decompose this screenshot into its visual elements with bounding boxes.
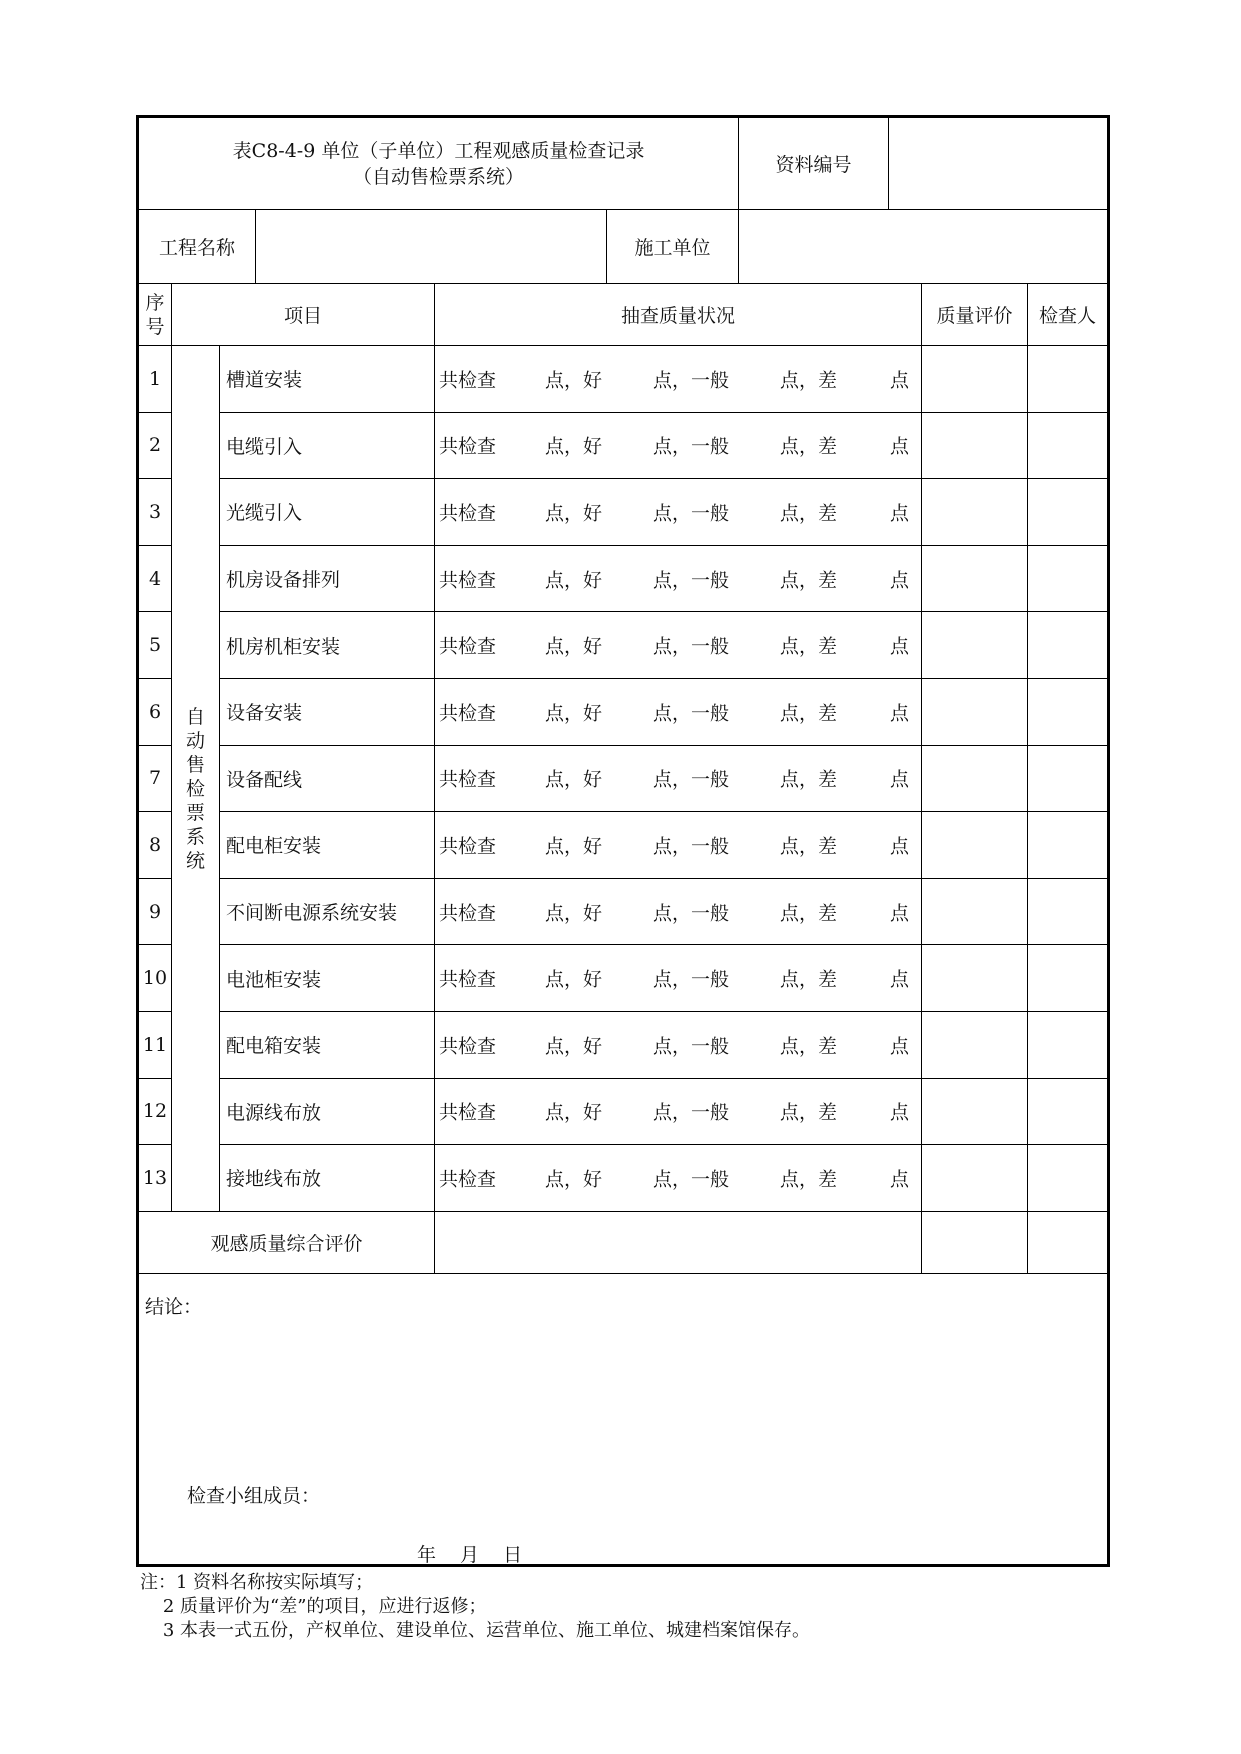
status-normal-label: 点，一般 — [653, 635, 730, 658]
row-evaluation-field[interactable] — [922, 679, 1028, 746]
row-inspector-field[interactable] — [1028, 546, 1107, 613]
row-item-label: 槽道安装 — [220, 346, 435, 413]
status-total-label: 共检查 — [439, 569, 497, 592]
status-normal-label: 点，一般 — [653, 502, 730, 525]
row-evaluation-field[interactable] — [922, 612, 1028, 679]
status-end-label: 点 — [890, 635, 910, 658]
status-total-label: 共检查 — [439, 435, 497, 458]
status-end-label: 点 — [890, 902, 910, 925]
row-status[interactable] — [435, 945, 922, 1012]
row-evaluation-field[interactable] — [922, 413, 1028, 480]
summary-evaluation-field[interactable] — [922, 1212, 1028, 1274]
summary-status-field[interactable] — [435, 1212, 922, 1274]
status-poor-label: 点，差 — [780, 902, 838, 925]
row-item-label: 机房设备排列 — [220, 546, 435, 613]
project-name-label: 工程名称 — [139, 210, 256, 284]
row-status[interactable] — [435, 812, 922, 879]
column-header-item: 项目 — [172, 284, 435, 346]
status-total-label: 共检查 — [439, 369, 497, 392]
status-poor-label: 点，差 — [780, 435, 838, 458]
status-total-label: 共检查 — [439, 1035, 497, 1058]
row-inspector-field[interactable] — [1028, 1012, 1107, 1079]
status-total-label: 共检查 — [439, 1168, 497, 1191]
row-status[interactable] — [435, 1079, 922, 1146]
status-poor-label: 点，差 — [780, 569, 838, 592]
row-number: 5 — [139, 612, 172, 679]
status-total-label: 共检查 — [439, 702, 497, 725]
row-status[interactable] — [435, 346, 922, 413]
doc-no-label: 资料编号 — [739, 118, 889, 210]
column-header-seq-char1: 序 — [145, 291, 165, 314]
status-total-label: 共检查 — [439, 835, 497, 858]
status-good-label: 点，好 — [545, 702, 603, 725]
row-number: 4 — [139, 546, 172, 613]
conclusion-area[interactable] — [139, 1274, 1107, 1564]
column-header-seq — [139, 284, 172, 346]
group-char: 票 — [185, 801, 205, 824]
status-good-label: 点，好 — [545, 435, 603, 458]
status-total-label: 共检查 — [439, 1101, 497, 1124]
row-inspector-field[interactable] — [1028, 612, 1107, 679]
row-inspector-field[interactable] — [1028, 413, 1107, 480]
form-title — [139, 118, 739, 210]
row-status[interactable] — [435, 746, 922, 813]
status-poor-label: 点，差 — [780, 1168, 838, 1191]
status-normal-label: 点，一般 — [653, 768, 730, 791]
group-char: 动 — [185, 729, 205, 752]
summary-label: 观感质量综合评价 — [139, 1212, 435, 1274]
row-evaluation-field[interactable] — [922, 1012, 1028, 1079]
row-status[interactable] — [435, 546, 922, 613]
column-header-seq-char2: 号 — [145, 315, 165, 338]
status-normal-label: 点，一般 — [653, 702, 730, 725]
status-good-label: 点，好 — [545, 1035, 603, 1058]
status-poor-label: 点，差 — [780, 1035, 838, 1058]
status-total-label: 共检查 — [439, 502, 497, 525]
status-total-label: 共检查 — [439, 768, 497, 791]
status-total-label: 共检查 — [439, 635, 497, 658]
status-good-label: 点，好 — [545, 835, 603, 858]
status-end-label: 点 — [890, 569, 910, 592]
group-char: 统 — [185, 849, 205, 872]
row-number: 11 — [139, 1012, 172, 1079]
status-end-label: 点 — [890, 702, 910, 725]
status-normal-label: 点，一般 — [653, 569, 730, 592]
row-item-label: 配电箱安装 — [220, 1012, 435, 1079]
row-evaluation-field[interactable] — [922, 945, 1028, 1012]
row-item-label: 设备配线 — [220, 746, 435, 813]
inspection-members-label: 检查小组成员： — [187, 1485, 321, 1507]
column-header-evaluation: 质量评价 — [922, 284, 1028, 346]
row-item-label: 电池柜安装 — [220, 945, 435, 1012]
status-normal-label: 点，一般 — [653, 968, 730, 991]
note-line: 注：1 资料名称按实际填写； — [140, 1572, 374, 1593]
status-normal-label: 点，一般 — [653, 1168, 730, 1191]
row-number: 6 — [139, 679, 172, 746]
status-good-label: 点，好 — [545, 1168, 603, 1191]
row-status[interactable] — [435, 612, 922, 679]
row-inspector-field[interactable] — [1028, 746, 1107, 813]
status-end-label: 点 — [890, 435, 910, 458]
status-end-label: 点 — [890, 1035, 910, 1058]
row-inspector-field[interactable] — [1028, 479, 1107, 546]
status-poor-label: 点，差 — [780, 768, 838, 791]
contractor-label: 施工单位 — [607, 210, 739, 284]
status-total-label: 共检查 — [439, 902, 497, 925]
row-status[interactable] — [435, 679, 922, 746]
row-evaluation-field[interactable] — [922, 879, 1028, 946]
row-evaluation-field[interactable] — [922, 746, 1028, 813]
group-char: 售 — [185, 753, 205, 776]
row-evaluation-field[interactable] — [922, 1079, 1028, 1146]
row-status[interactable] — [435, 413, 922, 480]
form-title-line1: 表C8-4-9 单位（子单位）工程观感质量检查记录 — [232, 139, 645, 162]
row-evaluation-field[interactable] — [922, 346, 1028, 413]
row-number: 10 — [139, 945, 172, 1012]
note-line: 3 本表一式五份，产权单位、建设单位、运营单位、施工单位、城建档案馆保存。 — [140, 1620, 811, 1641]
status-end-label: 点 — [890, 1101, 910, 1124]
status-poor-label: 点，差 — [780, 369, 838, 392]
row-inspector-field[interactable] — [1028, 812, 1107, 879]
row-evaluation-field[interactable] — [922, 546, 1028, 613]
inspection-form — [136, 115, 1110, 1567]
row-status[interactable] — [435, 879, 922, 946]
status-poor-label: 点，差 — [780, 968, 838, 991]
status-normal-label: 点，一般 — [653, 369, 730, 392]
status-poor-label: 点，差 — [780, 1101, 838, 1124]
status-normal-label: 点，一般 — [653, 835, 730, 858]
conclusion-label: 结论： — [145, 1296, 203, 1318]
status-normal-label: 点，一般 — [653, 1101, 730, 1124]
row-status[interactable] — [435, 1145, 922, 1212]
status-poor-label: 点，差 — [780, 635, 838, 658]
system-group-label — [172, 346, 220, 1212]
row-item-label: 电缆引入 — [220, 413, 435, 480]
row-inspector-field[interactable] — [1028, 1145, 1107, 1212]
status-good-label: 点，好 — [545, 968, 603, 991]
status-end-label: 点 — [890, 968, 910, 991]
status-good-label: 点，好 — [545, 502, 603, 525]
row-item-label: 不间断电源系统安装 — [220, 879, 435, 946]
row-evaluation-field[interactable] — [922, 1145, 1028, 1212]
row-number: 13 — [139, 1145, 172, 1212]
group-char: 检 — [185, 777, 205, 800]
row-item-label: 接地线布放 — [220, 1145, 435, 1212]
status-normal-label: 点，一般 — [653, 435, 730, 458]
row-item-label: 电源线布放 — [220, 1079, 435, 1146]
status-good-label: 点，好 — [545, 768, 603, 791]
row-number: 2 — [139, 413, 172, 480]
status-good-label: 点，好 — [545, 635, 603, 658]
status-end-label: 点 — [890, 768, 910, 791]
row-inspector-field[interactable] — [1028, 945, 1107, 1012]
row-item-label: 配电柜安装 — [220, 812, 435, 879]
column-header-inspector: 检查人 — [1028, 284, 1107, 346]
status-good-label: 点，好 — [545, 1101, 603, 1124]
status-normal-label: 点，一般 — [653, 1035, 730, 1058]
row-item-label: 光缆引入 — [220, 479, 435, 546]
row-number: 7 — [139, 746, 172, 813]
row-inspector-field[interactable] — [1028, 346, 1107, 413]
row-status[interactable] — [435, 479, 922, 546]
row-item-label: 机房机柜安装 — [220, 612, 435, 679]
status-poor-label: 点，差 — [780, 702, 838, 725]
group-char: 系 — [185, 825, 205, 848]
status-end-label: 点 — [890, 835, 910, 858]
status-good-label: 点，好 — [545, 369, 603, 392]
status-end-label: 点 — [890, 1168, 910, 1191]
row-item-label: 设备安装 — [220, 679, 435, 746]
notes — [140, 1571, 810, 1643]
note-line: 2 质量评价为“差”的项目，应进行返修； — [140, 1596, 487, 1617]
form-title-line2: （自动售检票系统） — [352, 165, 524, 188]
date-label: 年 月 日 — [417, 1544, 523, 1566]
status-end-label: 点 — [890, 502, 910, 525]
row-inspector-field[interactable] — [1028, 879, 1107, 946]
row-inspector-field[interactable] — [1028, 679, 1107, 746]
contractor-field[interactable] — [739, 210, 1107, 284]
status-normal-label: 点，一般 — [653, 902, 730, 925]
status-good-label: 点，好 — [545, 569, 603, 592]
doc-no-field[interactable] — [889, 118, 1107, 210]
row-number: 12 — [139, 1079, 172, 1146]
status-end-label: 点 — [890, 369, 910, 392]
row-number: 1 — [139, 346, 172, 413]
row-evaluation-field[interactable] — [922, 479, 1028, 546]
row-number: 3 — [139, 479, 172, 546]
row-evaluation-field[interactable] — [922, 812, 1028, 879]
status-good-label: 点，好 — [545, 902, 603, 925]
row-number: 9 — [139, 879, 172, 946]
project-name-field[interactable] — [256, 210, 607, 284]
row-inspector-field[interactable] — [1028, 1079, 1107, 1146]
row-status[interactable] — [435, 1012, 922, 1079]
status-total-label: 共检查 — [439, 968, 497, 991]
status-poor-label: 点，差 — [780, 835, 838, 858]
column-header-status: 抽查质量状况 — [435, 284, 922, 346]
group-char: 自 — [185, 705, 205, 728]
summary-inspector-field[interactable] — [1028, 1212, 1107, 1274]
status-poor-label: 点，差 — [780, 502, 838, 525]
row-number: 8 — [139, 812, 172, 879]
